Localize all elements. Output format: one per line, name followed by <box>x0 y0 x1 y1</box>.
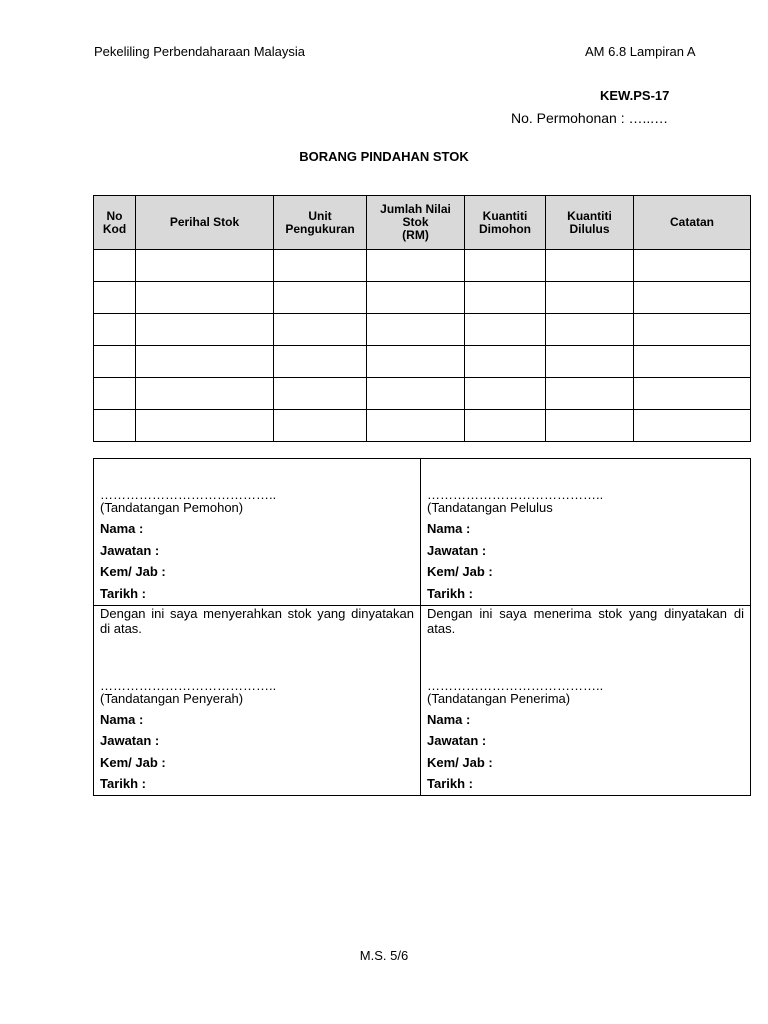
stock-table-header-row <box>94 196 751 250</box>
table-cell[interactable] <box>367 378 465 410</box>
applicant-block <box>94 459 421 606</box>
table-cell[interactable] <box>546 410 634 442</box>
date-field[interactable]: Tarikh : <box>427 585 473 601</box>
table-cell[interactable] <box>465 250 546 282</box>
col-header-catatan: Catatan <box>634 196 751 250</box>
name-field[interactable]: Nama : <box>100 521 144 536</box>
table-cell[interactable] <box>465 346 546 378</box>
signature-line[interactable]: ………………………………….. <box>427 677 604 693</box>
table-cell[interactable] <box>546 378 634 410</box>
request-number: No. Permohonan : …...… <box>511 110 669 126</box>
table-cell[interactable] <box>136 282 274 314</box>
date-field[interactable]: Tarikh : <box>100 585 146 601</box>
table-cell[interactable] <box>465 378 546 410</box>
table-cell[interactable] <box>546 282 634 314</box>
page-title: BORANG PINDAHAN STOK <box>299 149 469 164</box>
page-number: M.S. 5/6 <box>359 948 409 963</box>
table-cell[interactable] <box>367 250 465 282</box>
table-cell[interactable] <box>634 378 751 410</box>
col-header-perihal-stok: Perihal Stok <box>136 196 274 250</box>
table-row <box>94 314 751 346</box>
name-field[interactable]: Nama : <box>100 711 144 727</box>
table-cell[interactable] <box>136 410 274 442</box>
table-cell[interactable] <box>546 346 634 378</box>
table-cell[interactable] <box>634 282 751 314</box>
table-cell[interactable] <box>634 314 751 346</box>
position-field[interactable]: Jawatan : <box>100 542 160 558</box>
table-row <box>94 282 751 314</box>
table-cell[interactable] <box>94 346 136 378</box>
table-cell[interactable] <box>94 378 136 410</box>
date-field[interactable]: Tarikh : <box>427 776 473 791</box>
deliverer-signature-label: (Tandatangan Penyerah) <box>100 690 244 706</box>
table-cell[interactable] <box>94 250 136 282</box>
table-cell[interactable] <box>367 346 465 378</box>
signature-table <box>93 458 751 796</box>
ministry-field[interactable]: Kem/ Jab : <box>100 564 166 579</box>
name-field[interactable]: Nama : <box>427 711 471 727</box>
table-cell[interactable] <box>274 282 367 314</box>
table-row <box>94 410 751 442</box>
name-field[interactable]: Nama : <box>427 521 471 536</box>
table-cell[interactable] <box>274 410 367 442</box>
table-cell[interactable] <box>546 250 634 282</box>
table-row <box>94 250 751 282</box>
table-row <box>94 378 751 410</box>
table-cell[interactable] <box>634 346 751 378</box>
table-cell[interactable] <box>94 314 136 346</box>
table-cell[interactable] <box>367 314 465 346</box>
col-header-kuantiti-dimohon: Kuantiti Dimohon <box>465 196 546 250</box>
receipt-declaration: Dengan ini saya menerima stok yang dinyatakan di atas. <box>427 605 744 636</box>
signature-line[interactable]: ………………………………….. <box>427 487 604 502</box>
table-cell[interactable] <box>465 410 546 442</box>
table-cell[interactable] <box>274 250 367 282</box>
table-cell[interactable] <box>634 410 751 442</box>
signature-line[interactable]: ………………………………….. <box>100 677 277 693</box>
col-header-kuantiti-dilulus: Kuantiti Dilulus <box>546 196 634 250</box>
table-cell[interactable] <box>136 314 274 346</box>
table-cell[interactable] <box>367 282 465 314</box>
ministry-field[interactable]: Kem/ Jab : <box>100 754 166 770</box>
header-right: AM 6.8 Lampiran A <box>585 44 696 59</box>
table-cell[interactable] <box>94 282 136 314</box>
table-cell[interactable] <box>274 346 367 378</box>
position-field[interactable]: Jawatan : <box>427 733 487 748</box>
stock-table <box>93 195 751 442</box>
receiver-signature-label: (Tandatangan Penerima) <box>427 690 571 706</box>
position-field[interactable]: Jawatan : <box>100 733 160 748</box>
form-code: KEW.PS-17 <box>600 88 670 103</box>
table-cell[interactable] <box>136 250 274 282</box>
applicant-signature-label: (Tandatangan Pemohon) <box>100 500 244 515</box>
col-header-no-kod: No Kod <box>94 196 136 250</box>
table-cell[interactable] <box>465 282 546 314</box>
receiver-block <box>421 605 751 796</box>
header-left: Pekeliling Perbendaharaan Malaysia <box>94 44 306 59</box>
table-cell[interactable] <box>465 314 546 346</box>
date-field[interactable]: Tarikh : <box>100 776 146 791</box>
table-cell[interactable] <box>94 410 136 442</box>
col-header-jumlah-nilai: Jumlah Nilai Stok (RM) <box>367 196 465 250</box>
ministry-field[interactable]: Kem/ Jab : <box>427 754 493 770</box>
table-cell[interactable] <box>546 314 634 346</box>
approver-signature-label: (Tandatangan Pelulus <box>427 500 553 515</box>
table-row <box>94 346 751 378</box>
table-cell[interactable] <box>136 346 274 378</box>
table-cell[interactable] <box>274 378 367 410</box>
approver-block <box>421 459 751 606</box>
position-field[interactable]: Jawatan : <box>427 542 487 558</box>
deliverer-block <box>94 605 421 796</box>
table-cell[interactable] <box>274 314 367 346</box>
signature-line[interactable]: ………………………………….. <box>100 487 277 502</box>
table-cell[interactable] <box>634 250 751 282</box>
table-cell[interactable] <box>136 378 274 410</box>
table-cell[interactable] <box>367 410 465 442</box>
ministry-field[interactable]: Kem/ Jab : <box>427 564 493 579</box>
col-header-unit-pengukuran: Unit Pengukuran <box>274 196 367 250</box>
handover-declaration: Dengan ini saya menyerahkan stok yang dinyatakan di atas. <box>100 605 414 636</box>
